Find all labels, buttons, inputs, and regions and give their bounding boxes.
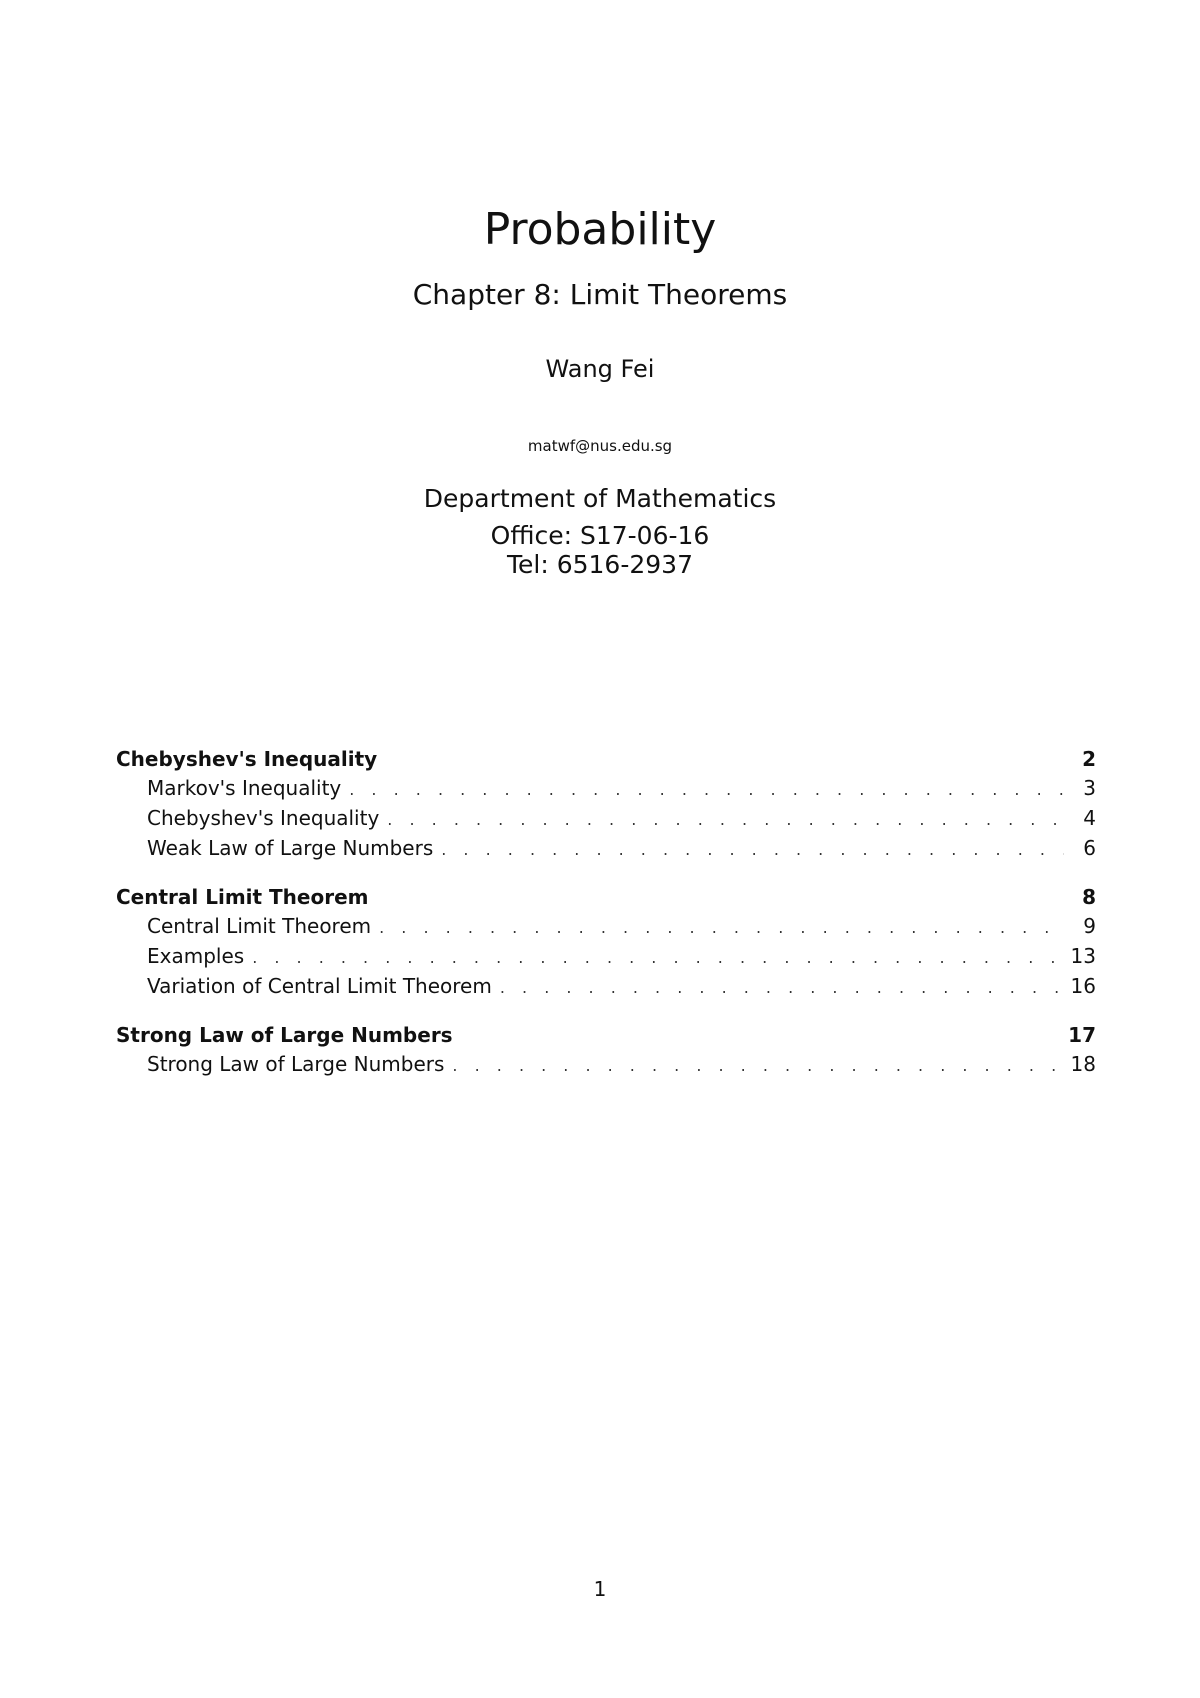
toc-section-heading[interactable] bbox=[116, 882, 1096, 912]
toc-section-title: Strong Law of Large Numbers bbox=[116, 1023, 453, 1047]
toc-entry-title: Strong Law of Large Numbers bbox=[147, 1052, 445, 1076]
toc-entry-page: 3 bbox=[1083, 776, 1096, 800]
table-of-contents bbox=[116, 744, 1096, 1098]
toc-entry-title: Examples bbox=[147, 944, 245, 968]
toc-section-page: 2 bbox=[1082, 747, 1096, 771]
toc-leader-dots bbox=[387, 805, 1064, 834]
document-subtitle: Chapter 8: Limit Theorems bbox=[412, 278, 788, 311]
toc-entry[interactable] bbox=[116, 942, 1096, 972]
toc-section-page: 17 bbox=[1068, 1023, 1096, 1047]
toc-entry[interactable] bbox=[116, 972, 1096, 1002]
toc-entry-page: 13 bbox=[1070, 944, 1096, 968]
toc-entry-page: 4 bbox=[1083, 806, 1096, 830]
toc-leader-dots bbox=[441, 835, 1064, 864]
author-name: Wang Fei bbox=[545, 355, 655, 383]
toc-entry-page: 9 bbox=[1083, 914, 1096, 938]
toc-entry[interactable] bbox=[116, 834, 1096, 864]
toc-section-title: Central Limit Theorem bbox=[116, 885, 369, 909]
toc-entry-title: Chebyshev's Inequality bbox=[147, 806, 380, 830]
toc-leader-dots bbox=[452, 1051, 1064, 1080]
department: Department of Mathematics bbox=[423, 484, 777, 513]
telephone: Tel: 6516-2937 bbox=[507, 550, 693, 579]
toc-entry-page: 6 bbox=[1083, 836, 1096, 860]
toc-leader-dots bbox=[379, 913, 1064, 942]
page-number: 1 bbox=[593, 1577, 607, 1601]
toc-entry[interactable] bbox=[116, 804, 1096, 834]
toc-entry[interactable] bbox=[116, 912, 1096, 942]
toc-entry-page: 16 bbox=[1070, 974, 1096, 998]
toc-entry-title: Markov's Inequality bbox=[147, 776, 342, 800]
toc-section bbox=[116, 882, 1096, 1002]
toc-entry-title: Weak Law of Large Numbers bbox=[147, 836, 434, 860]
toc-section-page: 8 bbox=[1082, 885, 1096, 909]
toc-leader-dots bbox=[252, 943, 1064, 972]
document-title: Probability bbox=[483, 204, 717, 255]
toc-entry-page: 18 bbox=[1070, 1052, 1096, 1076]
author-email: matwf@nus.edu.sg bbox=[527, 437, 673, 455]
toc-entry-title: Central Limit Theorem bbox=[147, 914, 372, 938]
toc-section bbox=[116, 744, 1096, 864]
toc-section-title: Chebyshev's Inequality bbox=[116, 747, 378, 771]
toc-section-heading[interactable] bbox=[116, 744, 1096, 774]
toc-section-heading[interactable] bbox=[116, 1020, 1096, 1050]
toc-entry[interactable] bbox=[116, 1050, 1096, 1080]
toc-entry-title: Variation of Central Limit Theorem bbox=[147, 974, 492, 998]
toc-section bbox=[116, 1020, 1096, 1080]
toc-leader-dots bbox=[349, 775, 1064, 804]
toc-leader-dots bbox=[500, 973, 1064, 1002]
office: Office: S17-06-16 bbox=[490, 521, 710, 550]
toc-entry[interactable] bbox=[116, 774, 1096, 804]
